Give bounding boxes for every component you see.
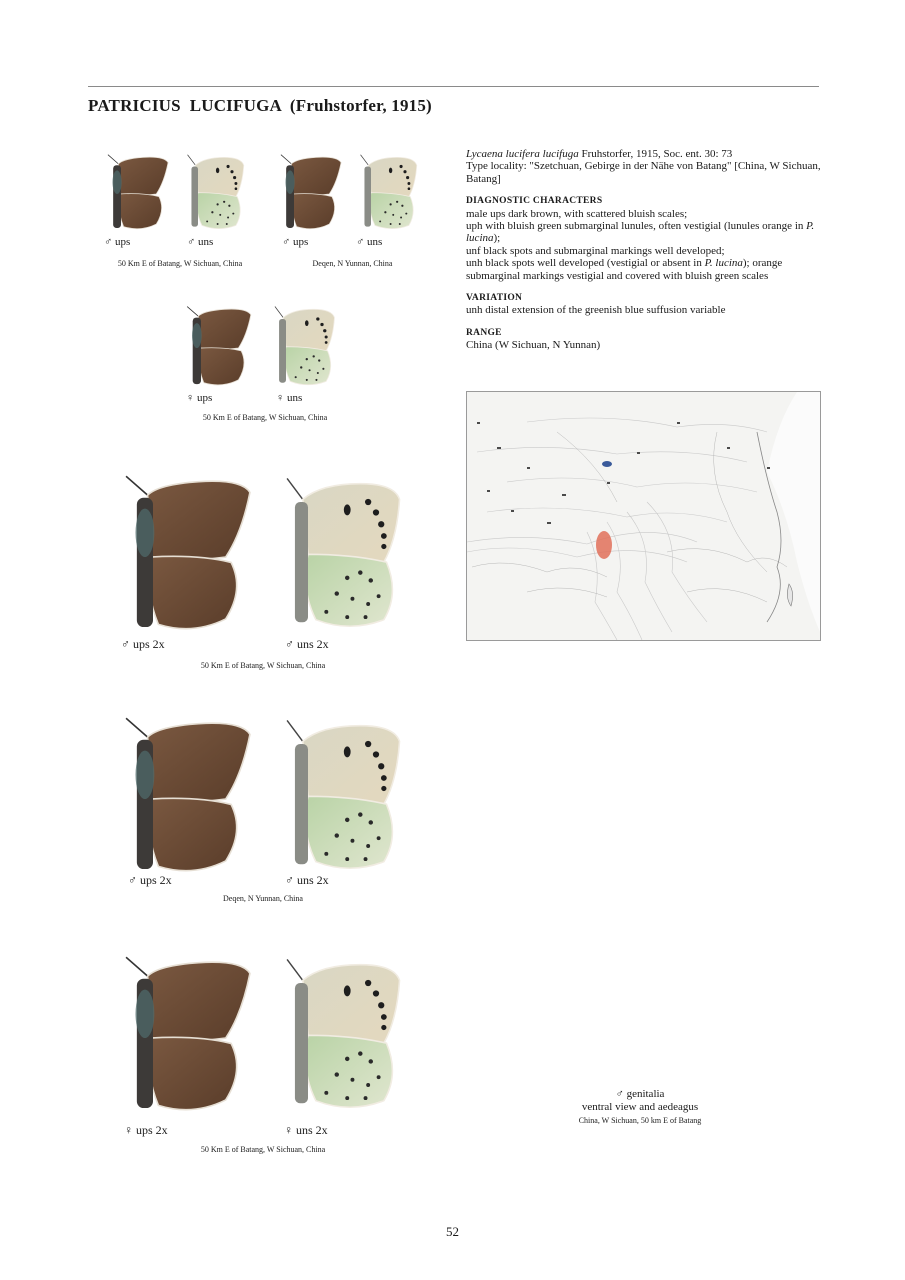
caption-label: ♂ ups 2x [128,873,172,887]
specimen-female-uns-2x [274,948,410,1120]
specimen-male-ups-2x-deqen [118,712,258,878]
range-map [466,391,821,641]
specimen-female-uns [268,300,340,392]
range-text: China (W Sichuan, N Yunnan) [466,339,601,352]
specimen-male-uns-batang [181,150,249,234]
header-rule [88,86,819,87]
caption-label: ♂ ups [282,236,309,248]
type-locality: Type locality: "Szetchuan, Gebirge in der Nähe von Batang" [China, W Sichuan, Batang] [466,160,821,185]
caption-label: ♂ uns 2x [285,873,329,887]
page-number: 52 [446,1224,459,1239]
caption-label: ♂ ups [104,236,131,248]
species-description [466,148,826,352]
caption-label: ♀ ups [186,392,213,404]
specimen-male-uns-2x-deqen [274,712,410,878]
specimen-male-uns-2x-batang [274,470,410,636]
specimen-female-ups [183,300,255,392]
locality-caption: 50 Km E of Batang, W Sichuan, China [202,413,328,422]
genitalia-locality: China, W Sichuan, 50 km E of Batang [578,1116,702,1125]
variation-text: unh distal extension of the greenish blue suffusion variable [466,304,726,317]
specimen-male-uns-deqen [354,150,422,234]
diagnostic-heading: DIAGNOSTIC CHARACTERS [466,196,603,207]
caption-label: ♀ uns [276,392,303,404]
diagnostic-line: unf black spots and submarginal markings well developed; [466,244,725,257]
specimen-male-ups-batang [104,150,172,234]
specimen-male-ups-2x-batang [118,470,258,636]
locality-caption: 50 Km E of Batang, W Sichuan, China [117,259,243,268]
variation-heading: VARIATION [466,293,523,304]
citation: Lycaena lucifera lucifuga Fruhstorfer, 1915, Soc. ent. 30: 73 [466,148,733,160]
page-title: PATRICIUS LUCIFUGA (Fruhstorfer, 1915) [88,96,432,115]
genitalia-caption [540,1088,740,1127]
diagnostic-line: unh black spots well developed (vestigial or absent in P. lucina); orange submarginal markings vestigial and covered with bluish green scales [466,257,783,282]
locality-caption: Deqen, N Yunnan, China [312,259,393,268]
caption-label: ♂ uns [356,236,383,248]
specimen-male-ups-deqen [277,150,345,234]
range-heading: RANGE [466,327,502,338]
genitalia-line: ventral view and aedeagus [581,1101,699,1113]
specimen-female-ups-2x [118,948,258,1120]
caption-label: ♂ uns 2x [285,637,329,651]
locality-caption: 50 Km E of Batang, W Sichuan, China [200,661,326,670]
caption-label: ♀ uns 2x [284,1123,328,1137]
caption-label: ♂ uns [187,236,214,248]
diagnostic-line: male ups dark brown, with scattered bluish scales; [466,207,688,220]
caption-label: ♂ ups 2x [121,637,165,651]
diagnostic-line: uph with bluish green submarginal lunules, often vestigial (lunules orange in P. lucina); [466,220,815,245]
caption-label: ♀ ups 2x [124,1123,168,1137]
locality-caption: Deqen, N Yunnan, China [223,894,303,903]
genitalia-line: ♂ genitalia [615,1088,665,1100]
locality-caption: 50 Km E of Batang, W Sichuan, China [200,1145,326,1154]
